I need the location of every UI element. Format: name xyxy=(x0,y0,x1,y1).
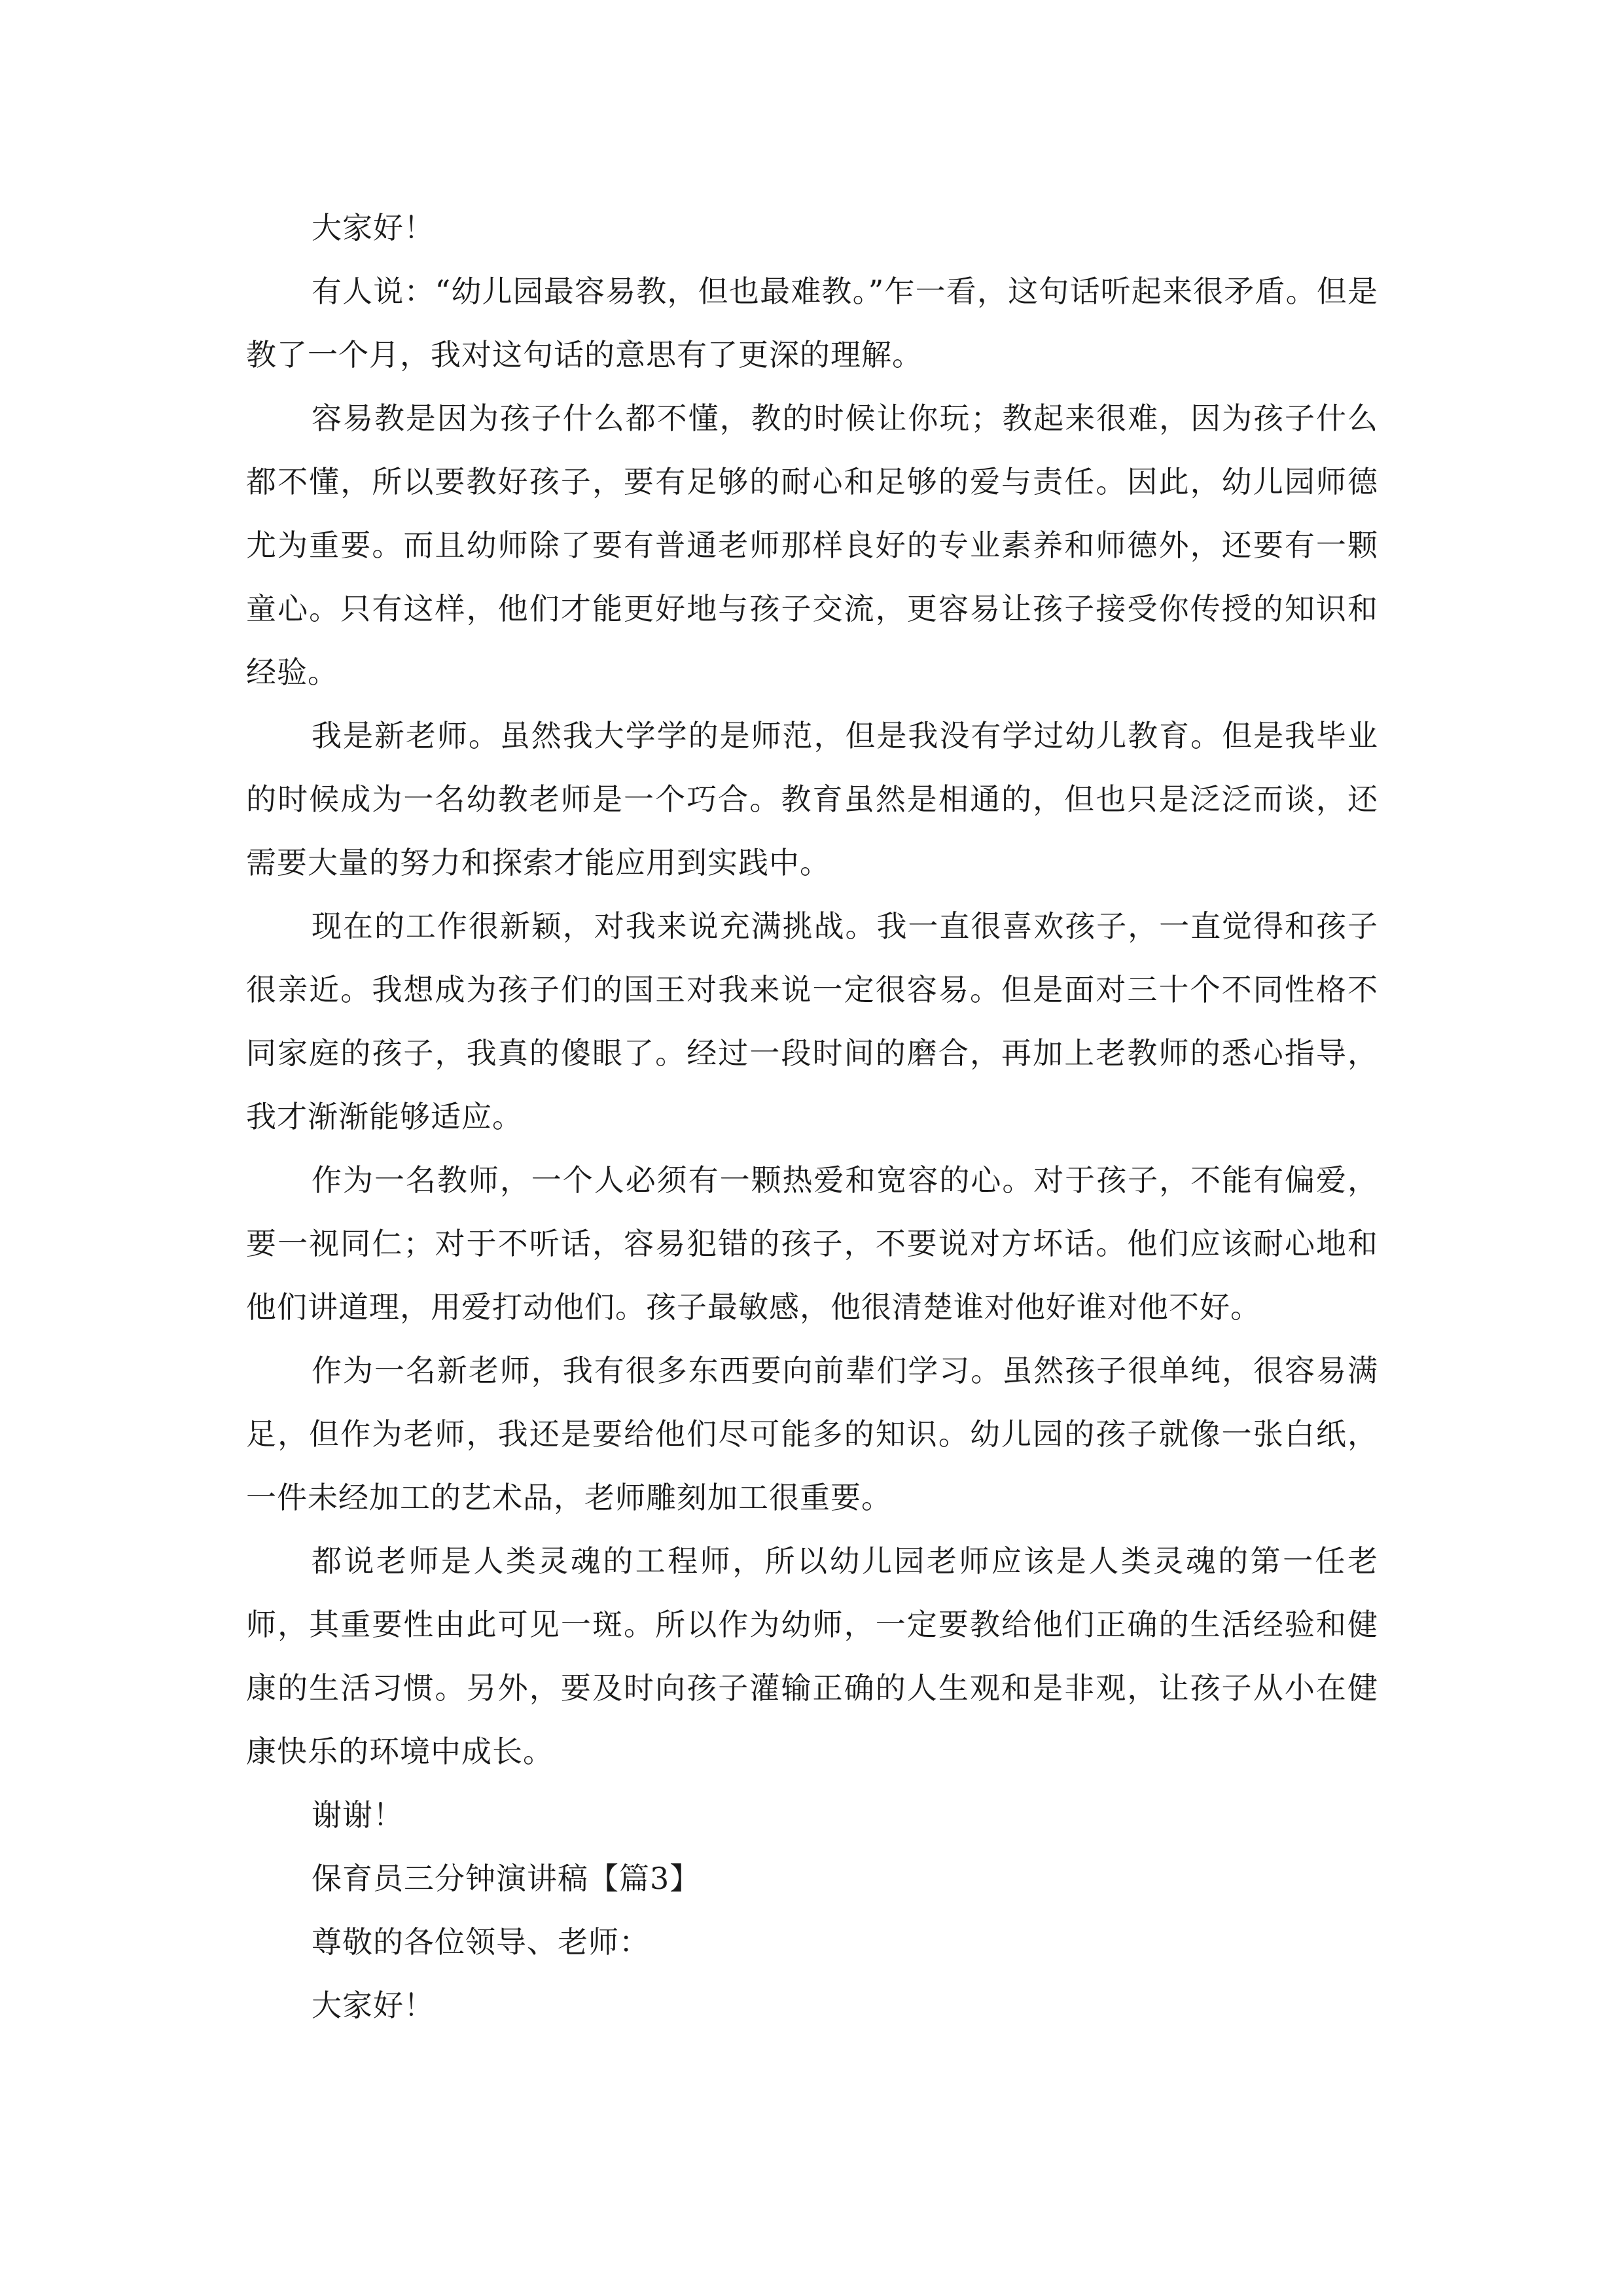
document-body xyxy=(246,196,1378,2037)
body-paragraph: 都说老师是人类灵魂的工程师，所以幼儿园老师应该是人类灵魂的第一任老师，其重要性由此可见一斑。所以作为幼师，一定要教给他们正确的生活经验和健康的生活习惯。另外，要及时向孩子灌输正确的人生观和是非观，让孩子从小在健康快乐的环境中成长。 xyxy=(246,1543,1378,1769)
body-paragraph: 有人说：“幼儿园最容易教，但也最难教。”乍一看，这句话听起来很矛盾。但是教了一个月，我对这句话的意思有了更深的理解。 xyxy=(246,274,1378,372)
greeting-line: 大家好！ xyxy=(312,1988,435,2023)
greeting-paragraph: 大家好！ xyxy=(312,210,435,245)
body-paragraph: 作为一名新老师，我有很多东西要向前辈们学习。虽然孩子很单纯，很容易满足，但作为老师，我还是要给他们尽可能多的知识。幼儿园的孩子就像一张白纸，一件未经加工的艺术品，老师雕刻加工很重要。 xyxy=(246,1353,1378,1515)
salutation-line: 尊敬的各位领导、老师： xyxy=(312,1924,650,1960)
body-paragraph: 容易教是因为孩子什么都不懂，教的时候让你玩；教起来很难，因为孩子什么都不懂，所以要教好孩子，要有足够的耐心和足够的爱与责任。因此，幼儿园师德尤为重要。而且幼师除了要有普通老师那样良好的专业素养和师德外，还要有一颗童心。只有这样，他们才能更好地与孩子交流，更容易让孩子接受你传授的知识和经验。 xyxy=(246,401,1378,690)
body-paragraph: 作为一名教师，一个人必须有一颗热爱和宽容的心。对于孩子，不能有偏爱，要一视同仁；对于不听话，容易犯错的孩子，不要说对方坏话。他们应该耐心地和他们讲道理，用爱打动他们。孩子最敏感，他很清楚谁对他好谁对他不好。 xyxy=(246,1162,1378,1325)
body-paragraph: 现在的工作很新颖，对我来说充满挑战。我一直很喜欢孩子，一直觉得和孩子很亲近。我想成为孩子们的国王对我来说一定很容易。但是面对三十个不同性格不同家庭的孩子，我真的傻眼了。经过一段时间的磨合，再加上老教师的悉心指导，我才渐渐能够适应。 xyxy=(246,908,1378,1134)
closing-line: 谢谢！ xyxy=(312,1797,404,1833)
body-paragraph: 我是新老师。虽然我大学学的是师范，但是我没有学过幼儿教育。但是我毕业的时候成为一名幼教老师是一个巧合。教育虽然是相通的，但也只是泛泛而谈，还需要大量的努力和探索才能应用到实践中。 xyxy=(246,718,1378,880)
section-title: 保育员三分钟演讲稿【篇3】 xyxy=(312,1861,701,1896)
